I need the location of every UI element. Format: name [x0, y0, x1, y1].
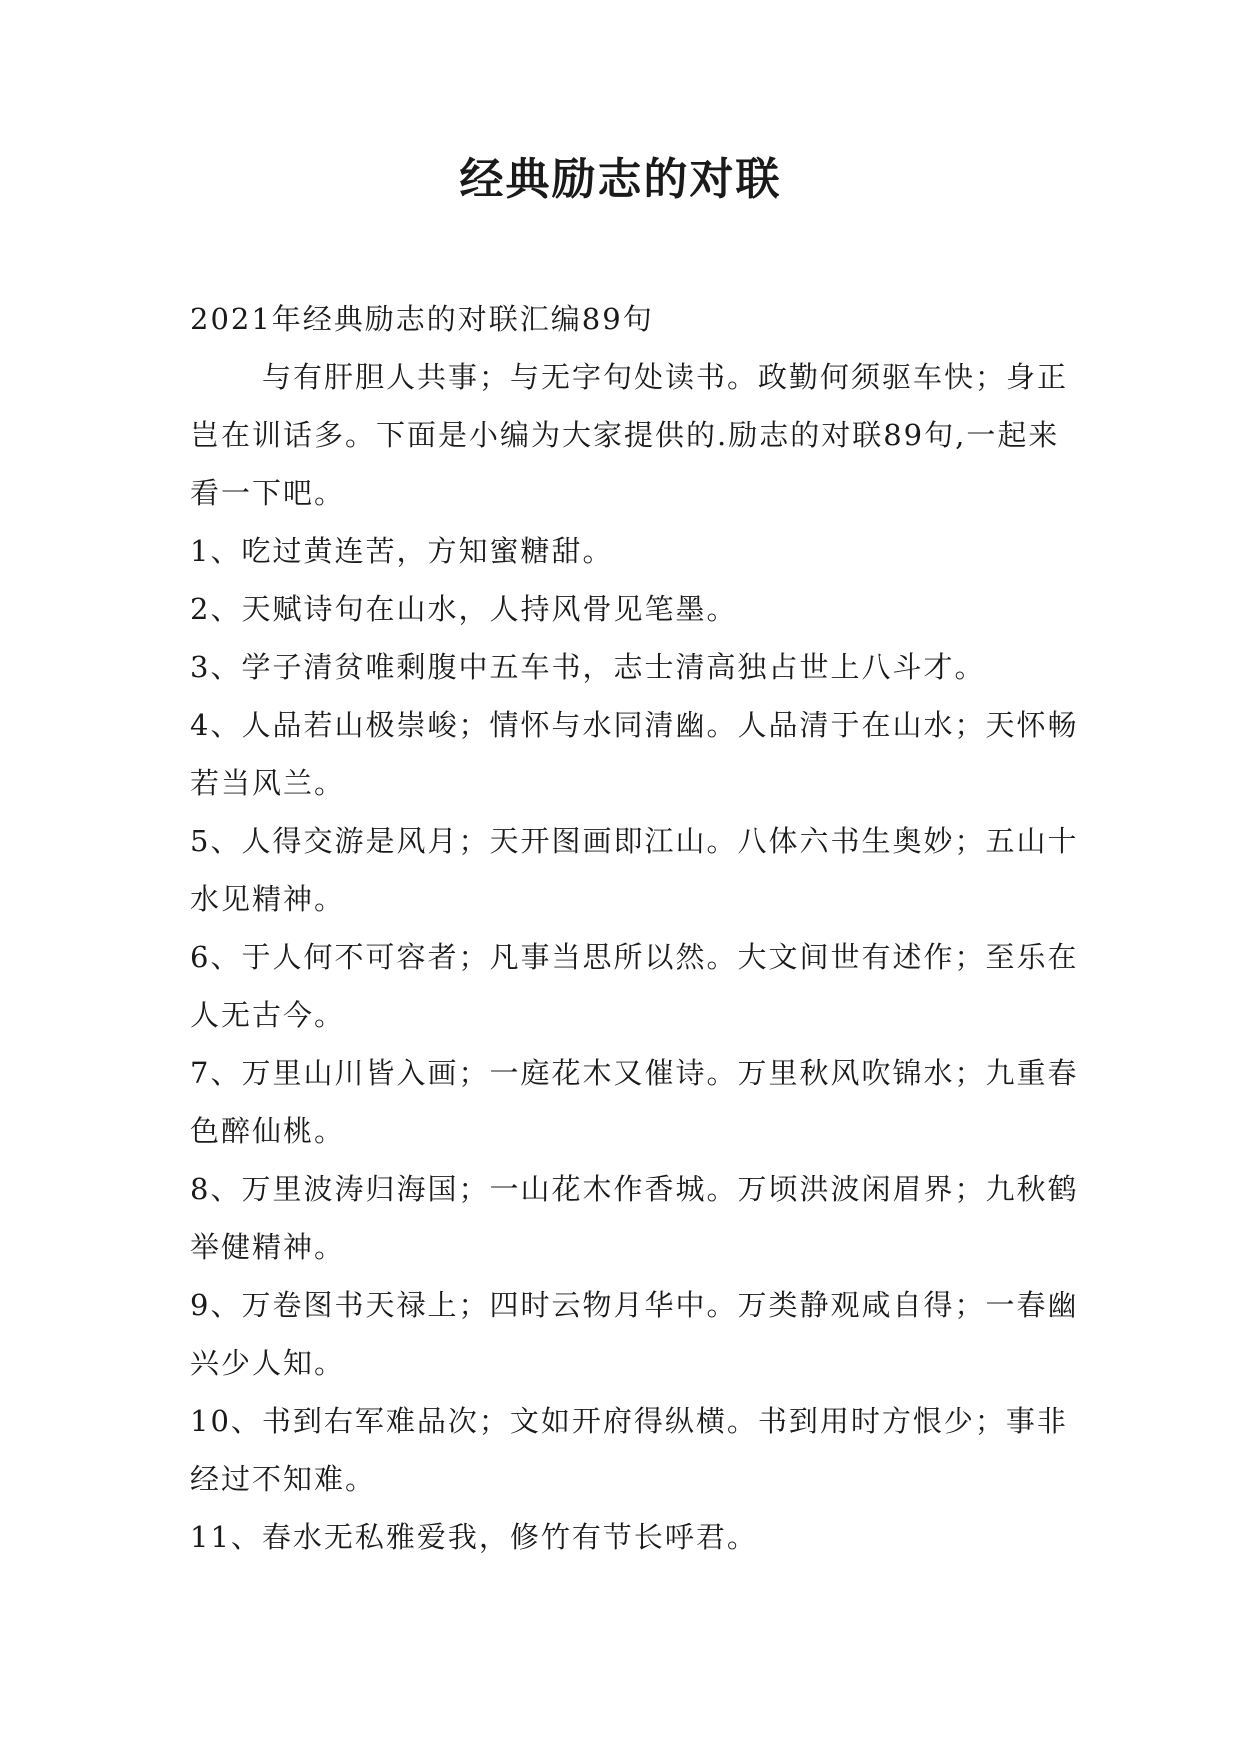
list-item: 7、万里山川皆入画；一庭花木又催诗。万里秋风吹锦水；九重春色醉仙桃。 [190, 1056, 1079, 1148]
list-item: 10、书到右军难品次；文如开府得纵横。书到用时方恨少；事非经过不知难。 [190, 1404, 1068, 1496]
list-item: 3、学子清贫唯剩腹中五车书，志士清高独占世上八斗才。 [190, 650, 986, 684]
list-item: 8、万里波涛归海国；一山花木作香城。万顷洪波闲眉界；九秋鹤举健精神。 [190, 1172, 1079, 1264]
document-subtitle: 2021年经典励志的对联汇编89句 [190, 302, 654, 336]
list-item: 11、春水无私雅爱我，修竹有节长呼君。 [190, 1520, 758, 1554]
list-item: 2、天赋诗句在山水，人持风骨见笔墨。 [190, 592, 738, 626]
list-item: 4、人品若山极崇峻；情怀与水同清幽。人品清于在山水；天怀畅若当风兰。 [190, 708, 1079, 800]
intro-paragraph: 与有肝胆人共事；与无字句处读书。政勤何须驱车快；身正岂在训话多。下面是小编为大家提供的.励志的对联89句,一起来看一下吧。 [190, 360, 1069, 510]
list-item: 9、万卷图书天禄上；四时云物月华中。万类静观咸自得；一春幽兴少人知。 [190, 1288, 1079, 1380]
document-title: 经典励志的对联 [459, 154, 782, 205]
list-item: 5、人得交游是风月；天开图画即江山。八体六书生奥妙；五山十水见精神。 [190, 824, 1079, 916]
list-item: 6、于人何不可容者；凡事当思所以然。大文间世有述作；至乐在人无古今。 [190, 940, 1079, 1032]
list-item: 1、吃过黄连苦，方知蜜糖甜。 [190, 534, 614, 568]
document-body [190, 290, 1080, 1566]
